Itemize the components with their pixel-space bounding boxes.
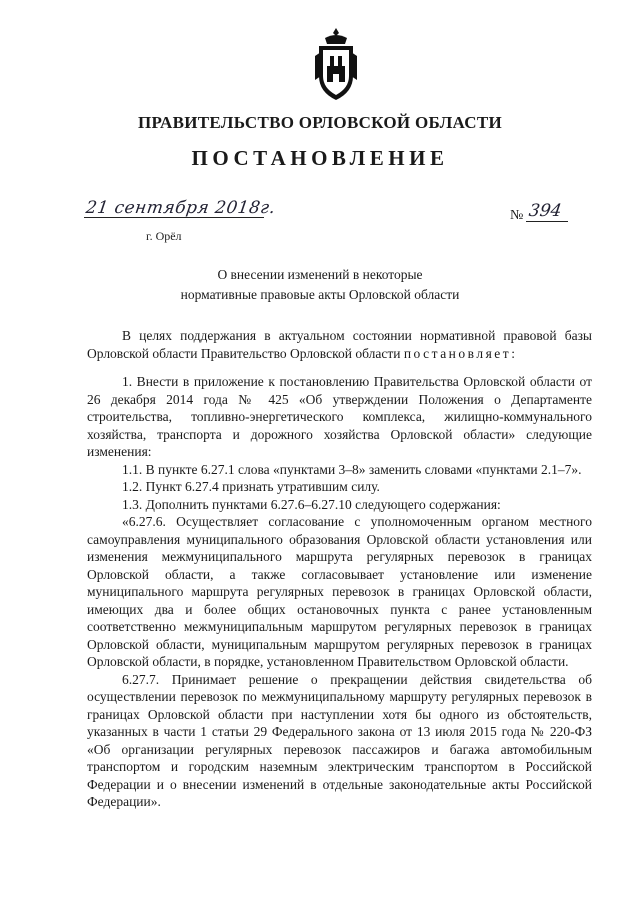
item-1-3-paragraph: 1.3. Дополнить пунктами 6.27.6–6.27.10 следующего содержания: [122, 496, 501, 512]
city-label: г. Орёл [146, 229, 182, 243]
document-type-title: ПОСТАНОВЛЕНИЕ [191, 146, 449, 170]
preamble-keyword: постановляет: [403, 345, 518, 361]
number-label: № [510, 208, 524, 223]
government-title: ПРАВИТЕЛЬСТВО ОРЛОВСКОЙ ОБЛАСТИ [137, 113, 503, 132]
clause-6-27-6-paragraph: «6.27.6. Осуществляет согласование с уполномоченным органом местного самоуправления муниципального образования Орловской области установления или изменения межмуниципального маршрута регулярных перевозок в границах Орловской области, а также согласовывает установление или изменение муниципального маршрута регулярных перевозок в границах Орловской области, имеющих два и более общих остановочных пункта с ранее установленным соответственно межмуниципальным маршрутом регулярных перевозок в границах Орловской области, муниципальным маршрутом регулярных перевозок в границах Орловской области, в порядке, установленном Правительством Орловской области. [87, 514, 592, 669]
item-1-2-paragraph: 1.2. Пункт 6.27.4 признать утратившим силу. [122, 479, 380, 494]
item-1-1-paragraph: 1.1. В пункте 6.27.1 слова «пунктами 3–8» заменить словами «пунктами 2.1–7». [122, 461, 582, 477]
clause-6-27-7-paragraph: 6.27.7. Принимает решение о прекращении действия свидетельства об осуществлении перевозок по межмуниципальному маршруту регулярных перевозок в границах Орловской области при наступлении хотя бы одного из обстоятельств, указанных в части 1 статьи 29 Федерального закона от 13 июля 2015 года № 220-ФЗ «Об организации регулярных перевозок пассажиров и багажа автомобильным транспортом и городским наземным электрическим транспортом в Российской Федерации и о внесении изменений в отдельные законодательные акты Российской Федерации». [87, 671, 592, 809]
subject-line-2: нормативные правовые акты Орловской области [180, 287, 460, 302]
date-underline [84, 217, 264, 218]
handwritten-number: 394 [527, 201, 563, 221]
preamble-text: В целях поддержания в актуальном состоянии нормативной правовой базы Орловской области Правительство Орловской области [87, 328, 592, 361]
preamble-paragraph [87, 327, 592, 362]
subject-line-1: О внесении изменений в некоторые [217, 267, 423, 282]
document-body [87, 327, 592, 811]
document-subject [0, 265, 640, 305]
handwritten-date: 21 сентября 2018г. [84, 198, 277, 218]
number-underline [526, 221, 568, 222]
coat-of-arms-emblem [313, 26, 359, 102]
item-1-paragraph: 1. Внести в приложение к постановлению Правительства Орловской области от 26 декабря 2014 года № 425 «Об утверждении Положения о Департаменте строительства, топливно-энергетического комплекса, жилищно-коммунального хозяйства, транспорта и дорожного хозяйства Орловской области» следующие изменения: [87, 374, 592, 459]
